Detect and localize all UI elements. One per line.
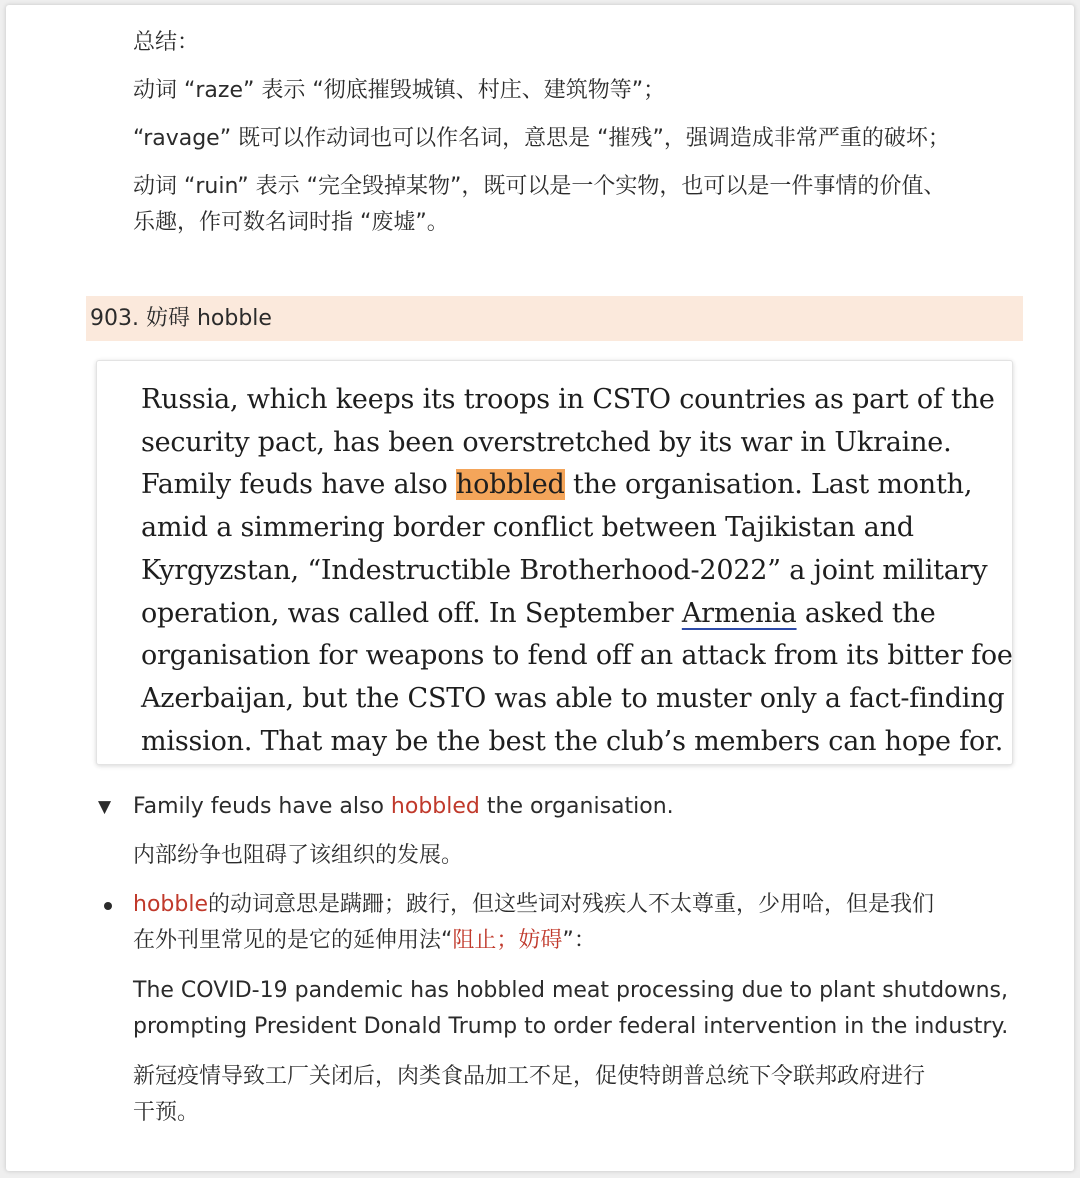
example-en-line2: prompting President Donald Trump to order federal intervention in the industry. xyxy=(133,1014,1009,1039)
summary-raze: 动词 “raze” 表示 “彻底摧毁城镇、村庄、建筑物等”； xyxy=(133,78,666,103)
bullet-line2 xyxy=(133,923,1023,959)
entry-heading: 903. 妨碍 hobble xyxy=(86,296,1023,341)
example-cn-line2: 干预。 xyxy=(133,1100,200,1125)
example-english xyxy=(133,973,1023,1045)
bullet-text2: 在外刊里常见的是它的延伸用法“ xyxy=(133,928,453,953)
bullet-dot-icon xyxy=(104,902,112,910)
bullet-line1 xyxy=(133,887,1023,923)
bullet-text xyxy=(133,887,1023,959)
summary-title: 总结： xyxy=(133,30,200,55)
quote-part2: the organisation. Last month, amid a simmering border conflict between Tajikistan and Kyrgyzstan, “Indestructible Brotherhood-2022” a joint military operation, was called off. In September xyxy=(141,469,988,629)
example-en-line1: The COVID-19 pandemic has hobbled meat processing due to plant shutdowns, xyxy=(133,978,1008,1003)
toggle-after: the organisation. xyxy=(479,794,674,819)
example-chinese xyxy=(133,1059,1023,1131)
summary-ruin-line1: 动词 “ruin” 表示 “完全毁掉某物”，既可以是一个实物，也可以是一件事情的价值、 xyxy=(133,174,946,199)
quote-underlined-word: Armenia xyxy=(681,597,797,629)
quote-text xyxy=(141,379,1013,763)
toggle-sentence xyxy=(133,789,674,825)
document-page xyxy=(6,5,1074,1171)
quote-part1: Russia, which keeps its troops in CSTO countries as part of the security pact, has been overstretched by its war in Ukraine. Family feuds have also xyxy=(141,384,995,501)
example-cn-line1: 新冠疫情导致工厂关闭后，肉类食品加工不足，促使特朗普总统下令联邦政府进行 xyxy=(133,1064,926,1089)
toggle-triangle-icon[interactable]: ▼ xyxy=(98,797,112,817)
quote-highlight-word: hobbled xyxy=(455,469,565,501)
bullet-keyword: hobble xyxy=(133,892,208,917)
summary-section xyxy=(133,25,1023,241)
bullet-meaning: 阻止；妨碍 xyxy=(452,928,563,953)
toggle-keyword: hobbled xyxy=(390,794,480,819)
quote-part3: asked the organisation for weapons to fend off an attack from its bitter foe Azerbaijan, but the CSTO was able to muster only a fact-finding mission. That may be the best the club’s members can hope for. xyxy=(141,597,1013,757)
bullet-text3: ”： xyxy=(562,928,596,953)
bullet-text1: 的动词意思是蹒跚；跛行，但这些词对残疾人不太尊重，少用哈，但是我们 xyxy=(207,892,934,917)
summary-ravage: “ravage” 既可以作动词也可以作名词，意思是 “摧残”，强调造成非常严重的破坏； xyxy=(133,126,950,151)
toggle-before: Family feuds have also xyxy=(133,794,391,819)
toggle-translation: 内部纷争也阻碍了该组织的发展。 xyxy=(133,843,464,868)
quote-card xyxy=(96,360,1013,765)
summary-ruin-line2: 乐趣，作可数名词时指 “废墟”。 xyxy=(133,210,449,235)
